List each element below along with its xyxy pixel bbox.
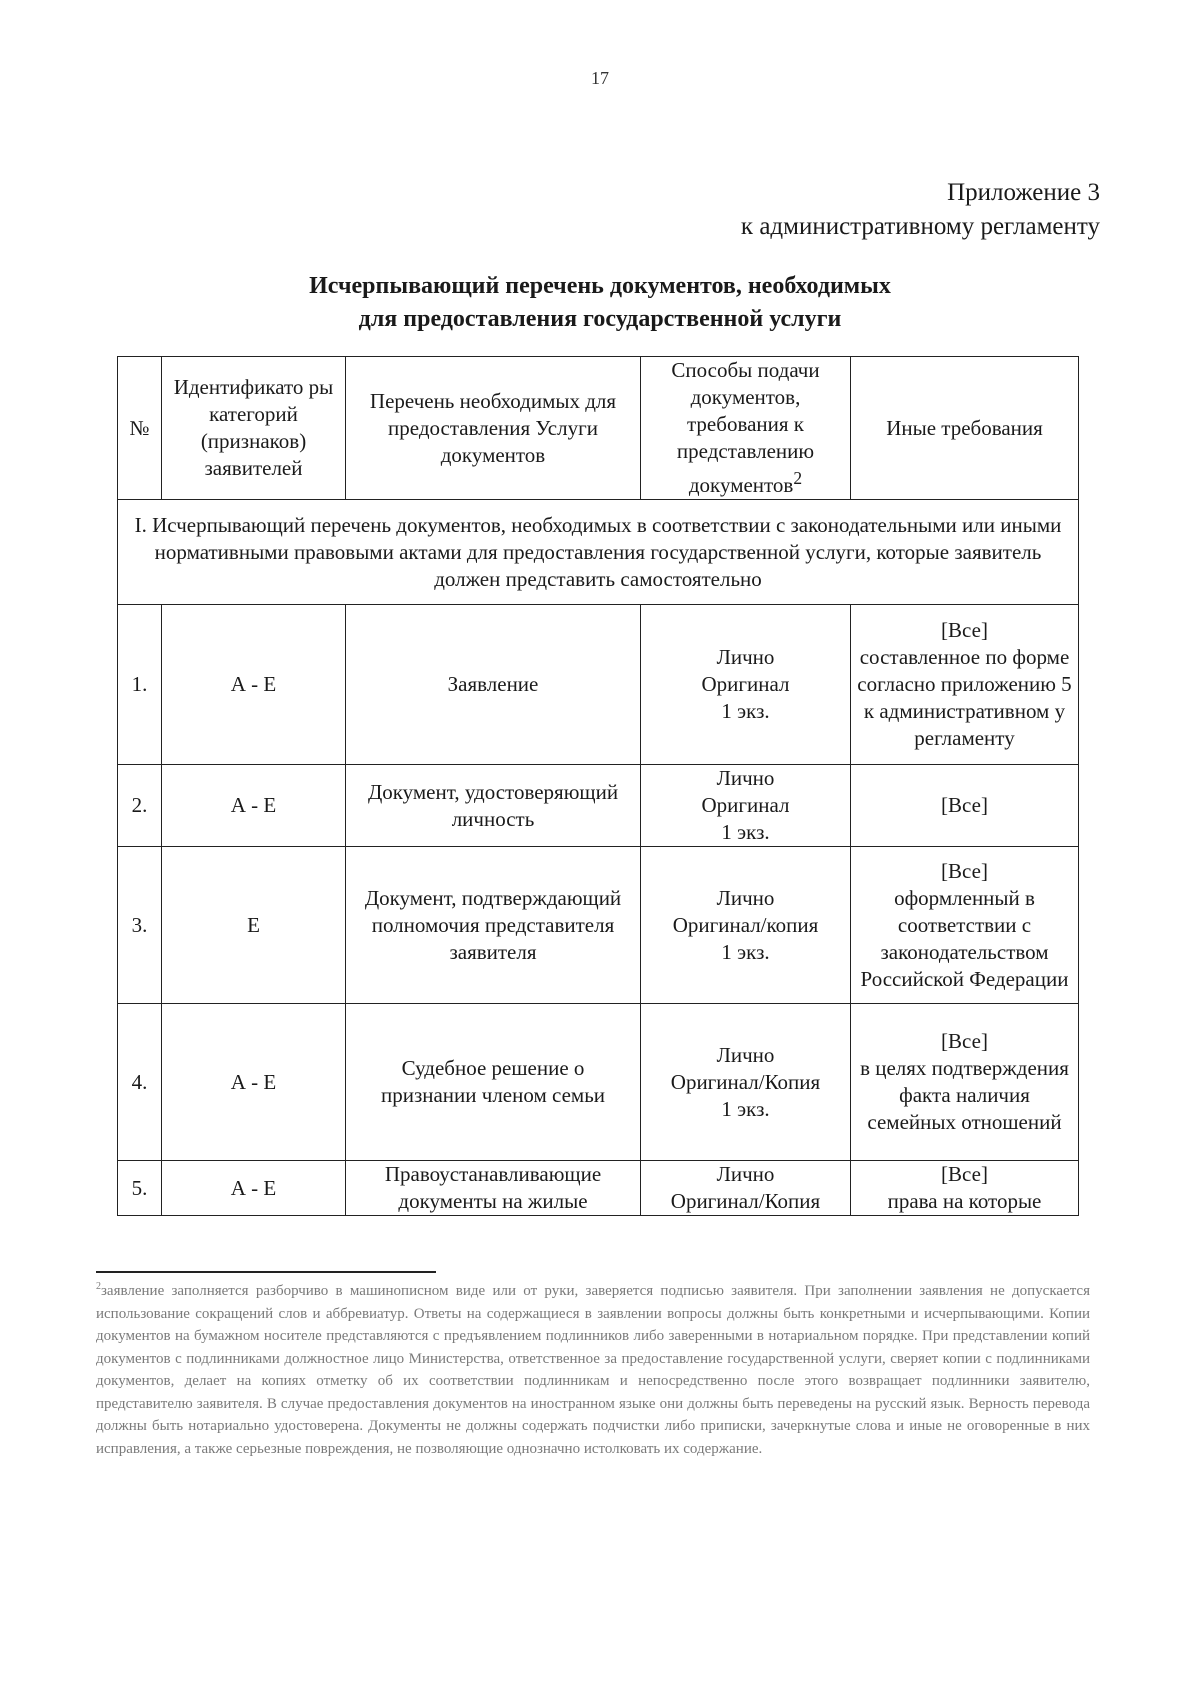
row-other-requirements-line: в целях подтверждения факта наличия семейных отношений [860,1056,1069,1134]
footnote-number: 2 [96,1281,101,1292]
row-other-requirements-line: [Все] [941,1029,988,1053]
row-categories: А - Е [162,1161,346,1216]
row-method-line: 1 экз. [721,1096,770,1121]
row-other-requirements-line: [Все] [941,858,988,883]
header-categories: Идентификато ры категорий (признаков) заявителей [162,357,346,500]
title-line-1: Исчерпывающий перечень документов, необходимых [309,273,891,299]
row-method [641,1004,851,1161]
row-other-requirements-line: [Все] [941,1162,988,1186]
appendix-header [741,176,1100,244]
row-other-requirements [851,1004,1079,1161]
page-number: 17 [591,68,609,88]
row-method-line: Оригинал/Копия [670,1069,821,1094]
row-document: Правоустанавливающие документы на жилые [346,1161,641,1216]
footnote-text: заявление заполняется разборчиво в машинописном виде или от руки, заверяется подписью заявителя. При заполнении заявления не допускается использование сокращений слов и аббревиатур. Ответы на содержащиеся в заявлении вопросы должны быть конкретными и исчерпывающими. Копии документов на бумажном носителе представляются с предъявлением подлинников либо заверенными в нотариальном порядке. При представлении копий документов с подлинниками должностное лицо Министерства, ответственное за предоставление государственной услуги, сверяет копии с подлинниками документов, делает на копиях отметку об их соответствии подлинникам и непосредственно после этого возвращает подлинники заявителю, представителю заявителя. В случае предоставления документов на иностранном языке они должны быть переведены на русский язык. Верность перевода должны быть нотариально удостоверена. Документы не должны содержать подчистки либо приписки, зачеркнутые слова и иные не оговоренные в них исправления, а также серьезные повреждения, не позволяющие однозначно истолковать их содержание. [96,1283,1090,1457]
row-other-requirements-line: [Все] [941,793,988,817]
row-document: Заявление [346,605,641,765]
row-method-line: Лично [716,645,775,669]
table-row [118,765,1079,847]
row-method-line: Оригинал/Копия [670,1189,821,1213]
title-line-2: для предоставления государственной услуги [358,306,842,332]
row-number: 2. [118,765,162,847]
document-title [0,270,1200,336]
row-number: 1. [118,605,162,765]
row-method-line: Лично [716,1042,775,1067]
row-method-line: Лично [716,1162,775,1186]
row-document: Документ, подтверждающий полномочия представителя заявителя [346,847,641,1004]
row-other-requirements-line: составленное по форме согласно приложению 5 к административном у регламенту [857,645,1072,750]
row-method [641,765,851,847]
table-row [118,605,1079,765]
row-other-requirements [851,1161,1079,1216]
row-method [641,847,851,1004]
row-method-line: Оригинал/копия [672,912,819,937]
header-other-requirements: Иные требования [851,357,1079,500]
row-other-requirements-line: оформленный в соответствии с законодательством Российской Федерации [860,885,1069,991]
row-method-line: Лично [716,766,775,790]
row-method-line: 1 экз. [721,820,770,844]
section-title: I. Исчерпывающий перечень документов, необходимых в соответствии с законодательными или иными нормативными правовыми актами для предоставления государственной услуги, которые заявитель должен представить самостоятельно [118,500,1079,605]
table-row [118,1004,1079,1161]
row-other-requirements-line: права на которые [887,1189,1042,1213]
header-methods-text: Способы подачи документов, требования к представлению документов [671,358,820,497]
documents-table [117,356,1079,1216]
table-row [118,1161,1079,1216]
row-other-requirements [851,605,1079,765]
row-categories: Е [162,847,346,1004]
row-categories: А - Е [162,1004,346,1161]
appendix-label: Приложение 3 [947,179,1100,206]
row-document: Судебное решение о признании членом семьи [346,1004,641,1161]
table-row [118,847,1079,1004]
row-number: 4. [118,1004,162,1161]
header-documents: Перечень необходимых для предоставления Услуги документов [346,357,641,500]
row-method [641,605,851,765]
row-other-requirements [851,847,1079,1004]
row-number: 5. [118,1161,162,1216]
row-categories: А - Е [162,765,346,847]
header-number: № [118,357,162,500]
row-method-line: Оригинал [701,793,790,817]
section-row [118,500,1079,605]
header-methods [641,357,851,500]
footnote-mark: 2 [793,468,803,488]
row-method-line: Лично [716,885,775,910]
row-categories: А - Е [162,605,346,765]
row-other-requirements-line: [Все] [941,618,988,642]
row-document: Документ, удостоверяющий личность [346,765,641,847]
footnote [96,1276,1090,1460]
row-method-line: Оригинал [701,672,790,696]
row-method-line: 1 экз. [721,939,770,964]
table-header-row [118,357,1079,500]
row-method-line: 1 экз. [721,699,770,723]
row-other-requirements [851,765,1079,847]
row-method [641,1161,851,1216]
footnote-separator [96,1271,436,1273]
row-number: 3. [118,847,162,1004]
appendix-reference: к административному регламенту [740,213,1100,240]
